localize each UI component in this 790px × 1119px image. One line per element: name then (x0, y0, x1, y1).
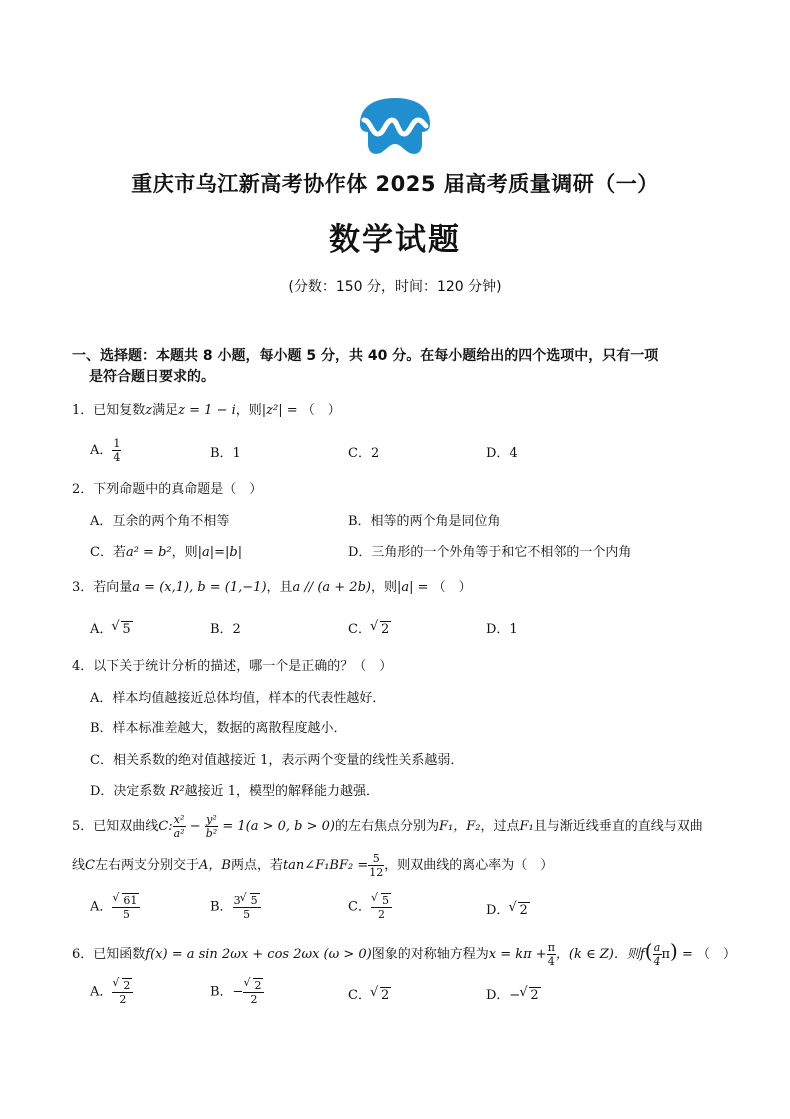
question-5-option-c[interactable]: C． √ $\frac{5}{2}$ (348, 893, 392, 921)
question-2-stem: 2．下列命题中的真命题是（ ） (72, 482, 263, 497)
question-5-option-b[interactable]: B． $\frac{3√ 5}{5}$ (210, 893, 261, 921)
question-5-stem-line-2: 线C左右两支分别交于A，B两点，若tan∠F₁BF₂ = $\frac{5}{12}$ ，则双曲线的离心率为（ ） (72, 852, 554, 879)
question-2-option-d[interactable]: D．三角形的一个外角等于和它不相邻的一个内角 (348, 545, 632, 560)
question-1-option-a[interactable]: A． $\frac{1}{4}$ (90, 437, 121, 464)
question-2-option-b[interactable]: B．相等的两个角是同位角 (348, 514, 501, 529)
question-3-option-b[interactable]: B．2 (210, 622, 241, 637)
question-6-option-d[interactable]: D．−√ 2 (486, 984, 541, 1003)
subject-title: 数学试题 (329, 222, 461, 258)
question-4-option-d[interactable]: D．决定系数 R²越接近 1，模型的解释能力越强． (90, 784, 379, 799)
question-3-stem: 3．若向量a = (x,1), b = (1,−1)，且a // (a + 2b)，则|a| = （ ） (72, 580, 472, 595)
question-5-option-a[interactable]: A． √ $\frac{61}{5}$ (90, 893, 140, 921)
question-3-option-c[interactable]: C．√ 2 (348, 618, 391, 637)
school-logo (356, 96, 434, 158)
question-1-option-b[interactable]: B．1 (210, 446, 241, 461)
question-1-option-c[interactable]: C．2 (348, 446, 380, 461)
section-line-2: 是符合题日要求的。 (89, 369, 215, 385)
question-2-option-c[interactable]: C．若a² = b²，则|a|=|b| (90, 545, 243, 560)
question-1-stem: 1．已知复数z满足z = 1 − i，则|z²| = （ ） (72, 403, 341, 418)
question-5-option-d[interactable]: D．√ 2 (486, 899, 530, 918)
question-6-option-a[interactable]: A． √ $\frac{2}{2}$ (90, 978, 133, 1006)
question-3-option-d[interactable]: D．1 (486, 622, 518, 637)
question-1-option-d[interactable]: D．4 (486, 446, 518, 461)
question-6-option-b[interactable]: B．− √ $\frac{2}{2}$ (210, 978, 264, 1006)
exam-meta: (分数：150 分，时间：120 分钟) (288, 279, 502, 295)
question-4-option-b[interactable]: B．样本标准差越大，数据的离散程度越小． (90, 721, 347, 736)
exam-title: 重庆市乌江新高考协作体 2025 届高考质量调研（一） (131, 172, 659, 196)
question-4-option-a[interactable]: A．样本均值越接近总体均值，样本的代表性越好． (90, 691, 386, 706)
question-4-stem: 4．以下关于统计分析的描述，哪一个是正确的？（ ） (72, 659, 393, 674)
wave-logo-icon (356, 96, 434, 158)
question-4-option-c[interactable]: C．相关系数的绝对值越接近 1，表示两个变量的线性关系越弱． (90, 753, 464, 768)
question-2-option-a[interactable]: A．互余的两个角不相等 (90, 514, 230, 529)
section-heading (72, 346, 722, 388)
question-3-option-a[interactable]: A．√ 5 (90, 618, 133, 637)
section-line-1: 一、选择题：本题共 8 小题，每小题 5 分，共 40 分。在每小题给出的四个选项中，只有一项 (72, 348, 659, 364)
question-5-stem-line-1: 5．已知双曲线C: $\frac{\text{x²}}{\text{a²}}$ − $\frac{\text{y²}}{\text{b²}}$ = 1(a > 0, b > 0)的左右焦点分别为F₁，F₂，过点F₁且与渐近线垂直的直线与双曲 (72, 813, 703, 840)
question-6-stem: 6．已知函数f(x) = a sin 2ωx + cos 2ωx (ω > 0)图象的对称轴方程为x = kπ + $\frac{\pi}{4}$ ，(k ∈ Z)．则f( $\frac{a}{4}$ π) = （ ） (72, 939, 737, 968)
question-6-option-c[interactable]: C．√ 2 (348, 984, 391, 1003)
